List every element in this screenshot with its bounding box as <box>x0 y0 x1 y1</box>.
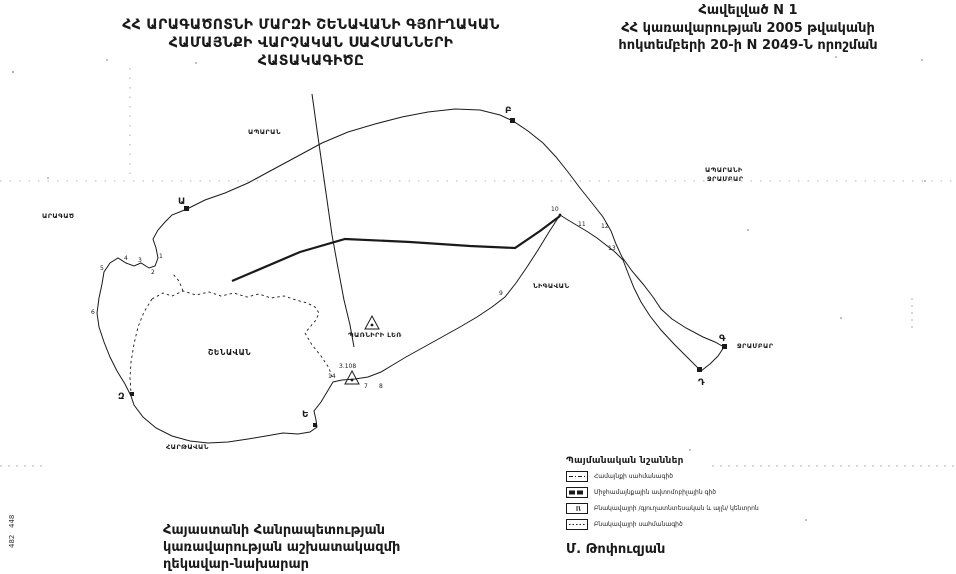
legend-title: Պայմանական նշաններ <box>566 456 684 466</box>
vertex-number: 3 <box>138 257 142 264</box>
vertex-number: 2 <box>151 269 155 276</box>
point-letter-e: Ե <box>302 410 309 420</box>
point-marker-b <box>510 118 515 123</box>
appendix-line-2: ՀՀ կառավարության 2005 թվականի <box>621 20 875 36</box>
vertex-number: 6 <box>91 309 95 316</box>
legend-item-settlement-boundary <box>566 519 796 530</box>
vertex-number: 4 <box>124 255 128 262</box>
legend-item-label: Բնակավայրի /գյուղատնտեսական և այլն/ կենտրոն <box>594 505 759 512</box>
signature: Մ. Թոփուզյան <box>566 542 666 557</box>
legend-item-settlement-center <box>566 503 796 514</box>
point-letter-d: Դ <box>698 378 705 388</box>
vertex-number: 13 <box>608 245 616 252</box>
point-marker-10 <box>559 214 562 217</box>
community-label: ՇԵՆԱՎԱՆ <box>208 348 252 357</box>
point-letter-g: Գ <box>719 334 726 344</box>
vertex-number: 9 <box>499 290 503 297</box>
footer-office <box>163 523 400 574</box>
office-line-1: Հայաստանի Հանրապետության <box>163 523 386 538</box>
settlement-center-symbol-icon <box>566 503 588 514</box>
legend-item-label: Համայնքի սահմանագիծ <box>594 473 673 480</box>
boundary-corner-points <box>130 118 727 427</box>
settlement-boundary <box>130 274 333 393</box>
community-boundary-outline <box>97 109 724 443</box>
point-marker-g <box>722 344 727 349</box>
triangle-mark-icon <box>365 316 379 329</box>
vertex-number: 14 <box>328 373 336 380</box>
point-letter-b: Բ <box>505 106 512 116</box>
vertex-number: 1 <box>159 253 163 260</box>
vertex-number: 8 <box>379 383 383 390</box>
place-labels <box>42 128 774 451</box>
sheet-number-top: 448 <box>8 514 16 528</box>
appendix-line-1: Հավելված N 1 <box>698 3 798 18</box>
sheet-number-bottom: 482 <box>8 534 16 548</box>
point-marker-d <box>697 367 702 372</box>
office-line-3: ղեկավար-նախարար <box>163 556 310 572</box>
triangle-mark-icon <box>345 371 359 384</box>
point-letter-z: Զ <box>118 392 125 402</box>
legend-item-community-boundary <box>566 471 796 482</box>
vertex-number: 10 <box>551 206 559 213</box>
legend-item-motor-road <box>566 487 796 498</box>
settlement-boundary-symbol-icon <box>566 519 588 530</box>
neighbor-label-jrambar: ՋՐԱՄԲԱՐ <box>737 342 774 350</box>
grid-lines <box>0 68 956 466</box>
title-line-1: ՀՀ ԱՐԱԳԱԾՈՏՆԻ ՄԱՐԶԻ ՇԵՆԱՎԱՆԻ ԳՅՈՒՂԱԿԱՆ <box>122 17 500 33</box>
legend <box>566 456 796 535</box>
title-line-3: ՀԱՏԱԿԱԳԻԾԸ <box>257 53 365 70</box>
reservoir-label-line1: ԱՊԱՐԱՆԻ <box>705 166 743 174</box>
elevation-label: 3.108 <box>339 363 357 370</box>
boundary-corner-letters <box>118 106 726 420</box>
mountain-label: ՊԱՌՆԻՐԻ ԼԵՌ <box>348 331 402 339</box>
office-line-2: կառավարության աշխատակազմի <box>163 539 401 555</box>
vertex-number: 11 <box>578 221 586 228</box>
neighbor-label-south: ՀԱՐԹԱՎԱՆ <box>166 443 209 451</box>
community-boundary-symbol-icon <box>566 471 588 482</box>
neighbor-label-north: ԱՊԱՐԱՆ <box>248 128 281 136</box>
legend-item-label: Միջհամայնքային ավտոմոբիլային գիծ <box>594 489 717 496</box>
reservoir-label-line2: ՋՐԱՄԲԱՐ <box>707 175 744 183</box>
legend-item-label: Բնակավայրի սահմանագիծ <box>594 521 683 528</box>
vertex-number: 5 <box>100 265 104 272</box>
appendix-line-3: հոկտեմբերի 20-ի N 2049-Ն որոշման <box>618 38 878 54</box>
vertex-number: 12 <box>601 223 609 230</box>
scan-noise <box>12 56 926 521</box>
title-line-2: ՀԱՄԱՅՆՔԻ ՎԱՐՉԱԿԱՆ ՍԱՀՄԱՆՆԵՐԻ <box>168 35 454 52</box>
point-marker-e <box>313 423 317 427</box>
motor-road-symbol-icon <box>566 487 588 498</box>
point-marker-z <box>130 392 134 396</box>
neighbor-label-east: ՆԻԳԱՎԱՆ <box>533 282 570 290</box>
vertex-number: 7 <box>364 383 368 390</box>
neighbor-label-west: ԱՐԱԳԱԾ <box>42 212 75 220</box>
point-letter-a: Ա <box>178 197 186 207</box>
motor-road <box>232 216 560 281</box>
